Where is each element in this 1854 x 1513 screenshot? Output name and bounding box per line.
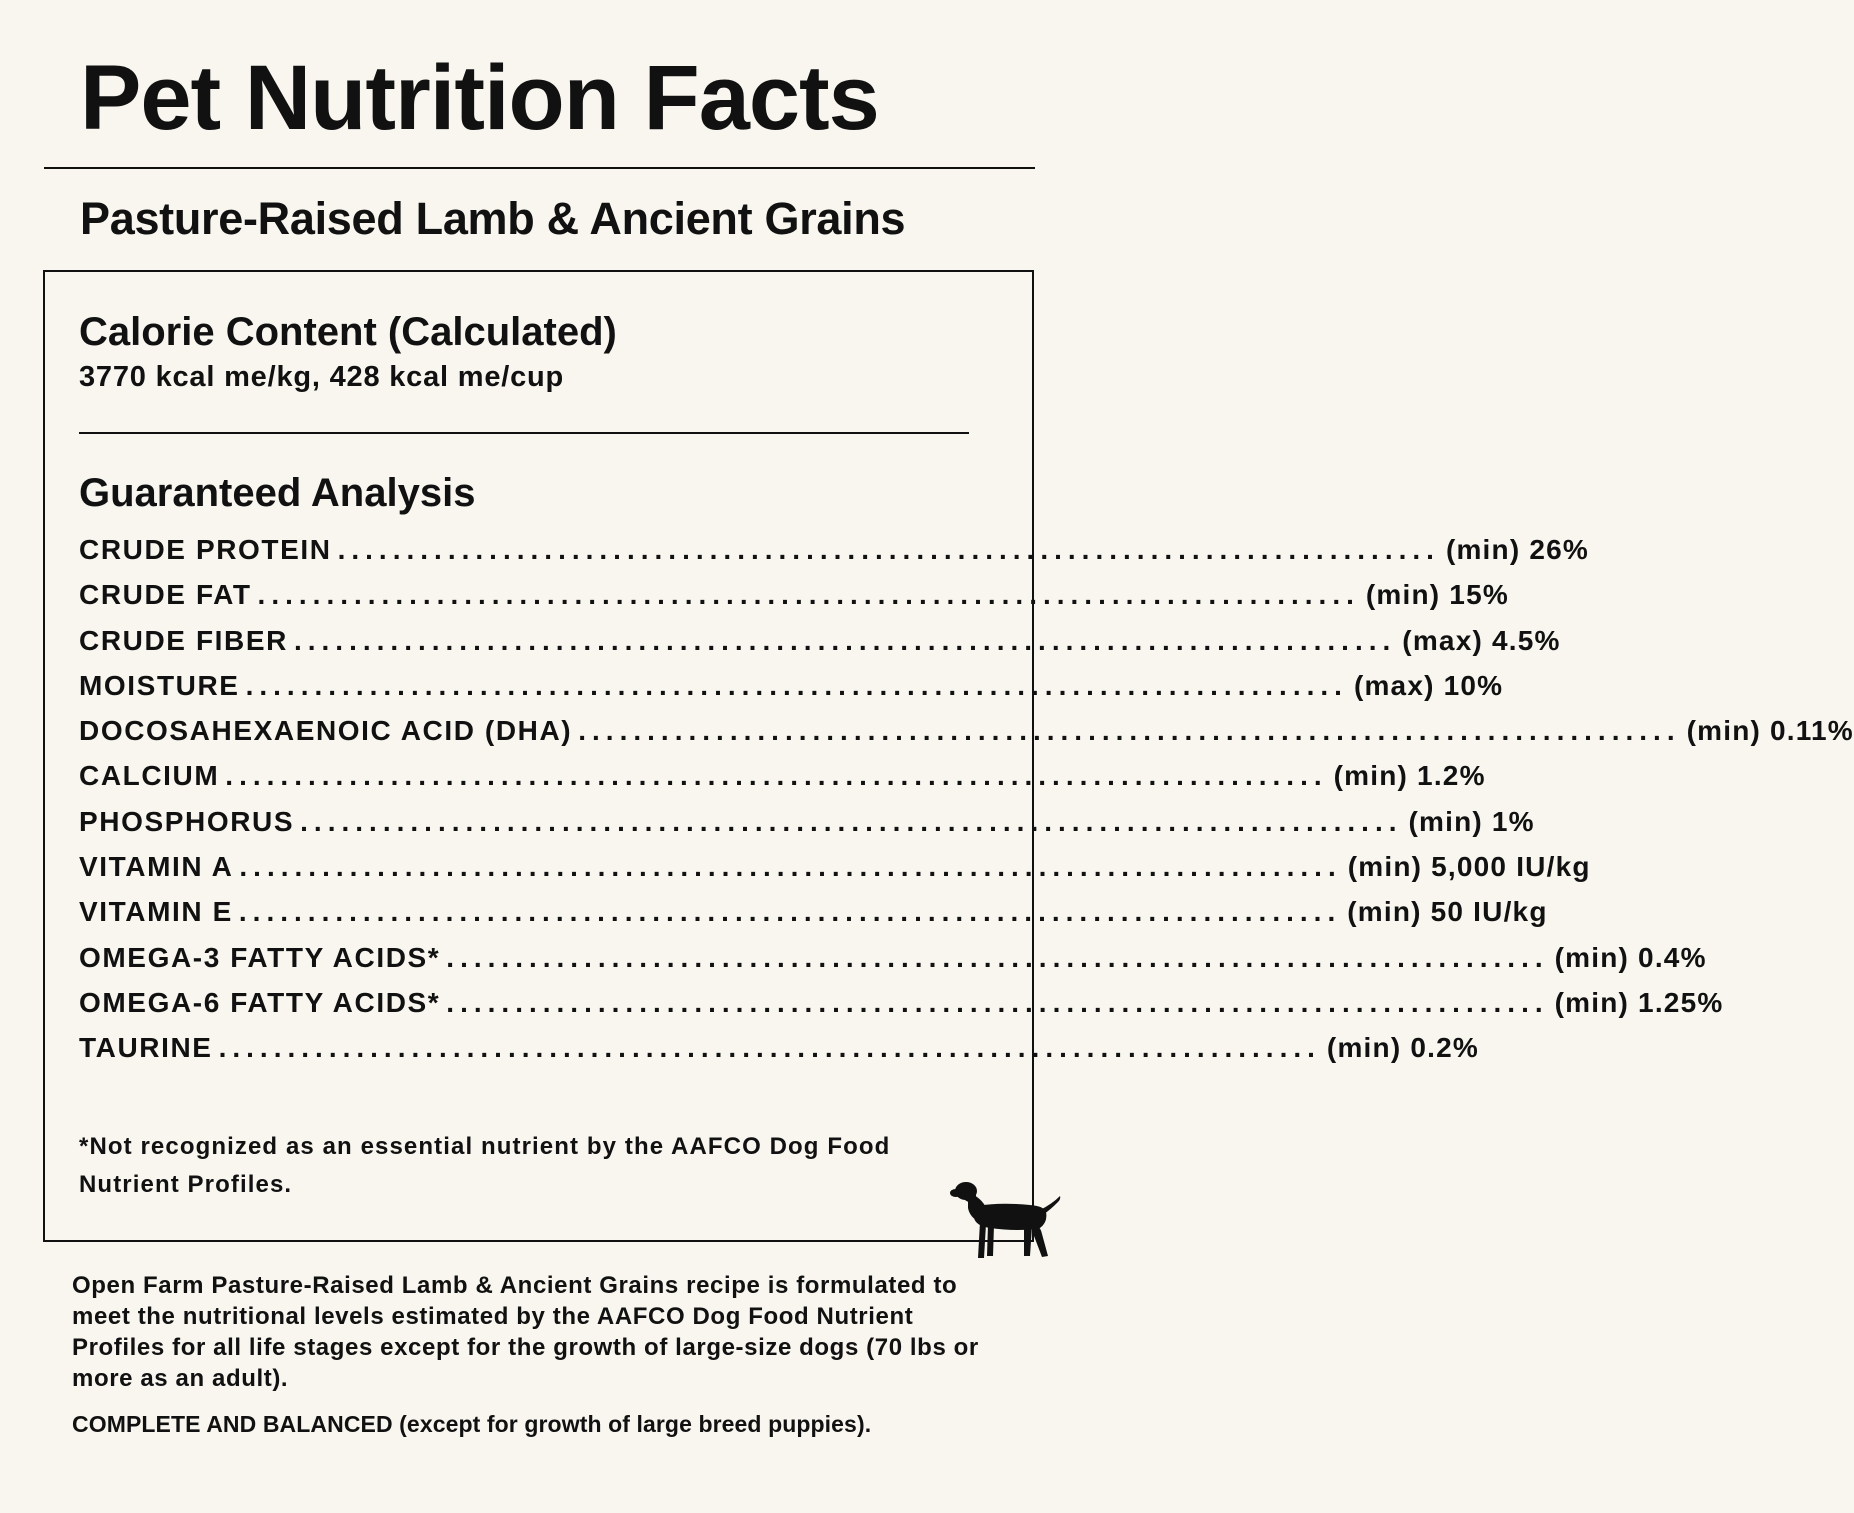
nutrient-name: TAURINE	[79, 1032, 213, 1064]
dot-leader: ................................................................................	[337, 534, 1440, 565]
dot-leader: ................................................................................	[225, 760, 1328, 792]
nutrient-name: DOCOSAHEXAENOIC ACID (DHA)	[79, 715, 573, 747]
analysis-row	[79, 889, 1548, 934]
nutrient-name: OMEGA-3 FATTY ACIDS*	[79, 941, 441, 973]
dot-leader: ................................................................................	[446, 986, 1549, 1018]
analysis-row	[79, 799, 1535, 844]
dot-leader: ................................................................................	[257, 579, 1360, 611]
nutrient-name: CRUDE PROTEIN	[79, 534, 332, 565]
nutrient-name: PHOSPHORUS	[79, 805, 295, 837]
nutrient-value: (min) 0.4%	[1554, 941, 1707, 973]
dot-leader: ................................................................................	[578, 715, 1681, 747]
nutrient-value: (min) 1.2%	[1333, 760, 1486, 792]
analysis-row	[79, 708, 1854, 753]
analysis-row	[79, 618, 1561, 663]
title-divider	[44, 167, 1035, 169]
nutrient-name: MOISTURE	[79, 669, 240, 701]
product-name: Pasture-Raised Lamb & Ancient Grains	[80, 193, 906, 244]
formulation-statement: Open Farm Pasture-Raised Lamb & Ancient Grains recipe is formulated to meet the nutritional levels estimated by the AAFCO Dog Food Nutrient Profiles for all life stages except for the growth of large-size dogs (70 lbs or more as an adult).	[72, 1272, 979, 1392]
analysis-row	[79, 572, 1509, 617]
analysis-footnote: *Not recognized as an essential nutrient by the AAFCO Dog Food Nutrient Profiles.	[79, 1133, 891, 1198]
nutrient-value: (min) 1.25%	[1554, 986, 1724, 1018]
complete-balanced-statement: COMPLETE AND BALANCED (except for growth of large breed puppies).	[72, 1411, 872, 1437]
nutrient-value: (max) 4.5%	[1402, 624, 1561, 656]
dog-icon	[950, 1178, 1062, 1260]
nutrient-value: (min) 15%	[1365, 579, 1509, 611]
section-divider	[79, 432, 969, 434]
dot-leader: ................................................................................	[300, 805, 1403, 837]
analysis-row	[79, 935, 1707, 980]
analysis-list	[79, 527, 1854, 1071]
nutrient-name: CRUDE FAT	[79, 579, 252, 611]
analysis-row	[79, 1025, 1479, 1070]
nutrient-value: (min) 26%	[1445, 534, 1589, 565]
page-title: Pet Nutrition Facts	[80, 47, 879, 149]
calorie-heading: Calorie Content (Calculated)	[79, 310, 617, 354]
analysis-row	[79, 663, 1504, 708]
nutrient-name: VITAMIN E	[79, 896, 233, 928]
nutrient-value: (min) 1%	[1408, 805, 1535, 837]
dot-leader: ................................................................................	[293, 624, 1397, 656]
nutrient-value: (max) 10%	[1353, 669, 1504, 701]
calorie-value: 3770 kcal me/kg, 428 kcal me/cup	[79, 361, 565, 393]
dot-leader: ................................................................................	[218, 1032, 1321, 1064]
nutrient-value: (min) 5,000 IU/kg	[1347, 851, 1591, 883]
nutrient-value: (min) 0.2%	[1326, 1032, 1479, 1064]
dot-leader: ................................................................................	[239, 851, 1342, 883]
nutrient-name: OMEGA-6 FATTY ACIDS*	[79, 986, 441, 1018]
nutrient-value: (min) 0.11%	[1686, 715, 1854, 747]
analysis-heading: Guaranteed Analysis	[79, 471, 476, 515]
nutrient-name: CALCIUM	[79, 760, 220, 792]
dot-leader: ................................................................................	[245, 669, 1348, 701]
nutrient-name: VITAMIN A	[79, 851, 234, 883]
analysis-row	[79, 753, 1486, 798]
analysis-row	[79, 980, 1724, 1025]
nutrient-name: CRUDE FIBER	[79, 624, 288, 656]
analysis-row	[79, 527, 1589, 572]
dot-leader: ................................................................................	[446, 941, 1549, 973]
dot-leader: ................................................................................	[238, 896, 1342, 928]
analysis-row	[79, 844, 1591, 889]
nutrient-value: (min) 50 IU/kg	[1347, 896, 1548, 928]
